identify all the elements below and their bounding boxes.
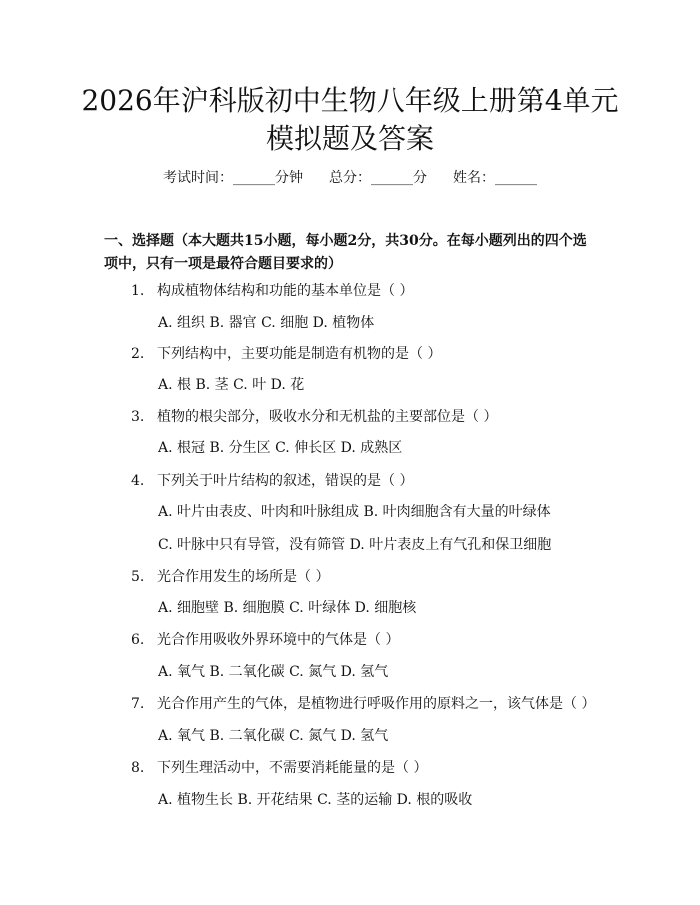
question-number: 4. [131,473,145,489]
question-3 [131,407,601,427]
exam-info [0,168,700,188]
question-number: 2. [131,346,145,362]
question-number: 1. [131,283,145,299]
document-title-line-2: 模拟题及答案 [265,122,434,155]
section-heading-line-1: 一、选择题（本大题共15小题，每小题2分，共30分。在每小题列出的四个选 [104,233,587,249]
question-text: 下列生理活动中，不需要消耗能量的是（ ） [157,760,428,776]
question-7 [131,694,601,714]
question-1 [131,281,601,301]
question-number: 7. [131,696,145,712]
question-4-options-line-1: A. 叶片由表皮、叶肉和叶脉组成 B. 叶肉细胞含有大量的叶绿体 [158,504,551,520]
section-heading-line-2: 项中，只有一项是最符合题目要求的） [104,256,342,272]
question-6 [131,630,601,650]
question-text: 构成植物体结构和功能的基本单位是（ ） [157,283,414,299]
student-name: 姓名：______ [453,170,537,186]
document-title-line-1: 2026年沪科版初中生物八年级上册第4单元 [81,84,619,117]
question-7-options: A. 氧气 B. 二氧化碳 C. 氮气 D. 氢气 [158,728,389,744]
question-1-options: A. 组织 B. 器官 C. 细胞 D. 植物体 [158,315,375,331]
question-6-options: A. 氧气 B. 二氧化碳 C. 氮气 D. 氢气 [158,664,389,680]
question-2 [131,344,601,364]
question-8 [131,758,601,778]
question-text: 下列结构中，主要功能是制造有机物的是（ ） [157,346,442,362]
question-text: 光合作用吸收外界环境中的气体是（ ） [157,632,400,648]
question-text: 植物的根尖部分，吸收水分和无机盐的主要部位是（ ） [157,409,498,425]
question-number: 5. [131,569,145,585]
question-2-options: A. 根 B. 茎 C. 叶 D. 花 [158,377,305,393]
total-score: 总分：______分 [329,170,427,186]
question-3-options: A. 根冠 B. 分生区 C. 伸长区 D. 成熟区 [158,440,403,456]
question-8-options: A. 植物生长 B. 开花结果 C. 茎的运输 D. 根的吸收 [158,792,473,808]
question-4-options-line-2: C. 叶脉中只有导管，没有筛管 D. 叶片表皮上有气孔和保卫细胞 [158,537,552,553]
question-text: 光合作用发生的场所是（ ） [157,569,330,585]
exam-time: 考试时间：______分钟 [163,170,303,186]
question-5 [131,567,601,587]
question-number: 6. [131,632,145,648]
question-text: 下列关于叶片结构的叙述，错误的是（ ） [157,473,414,489]
question-text: 光合作用产生的气体，是植物进行呼吸作用的原料之一，该气体是（ ） [157,696,596,712]
question-4 [131,471,601,491]
question-number: 3. [131,409,145,425]
question-number: 8. [131,760,145,776]
question-5-options: A. 细胞壁 B. 细胞膜 C. 叶绿体 D. 细胞核 [158,600,417,616]
